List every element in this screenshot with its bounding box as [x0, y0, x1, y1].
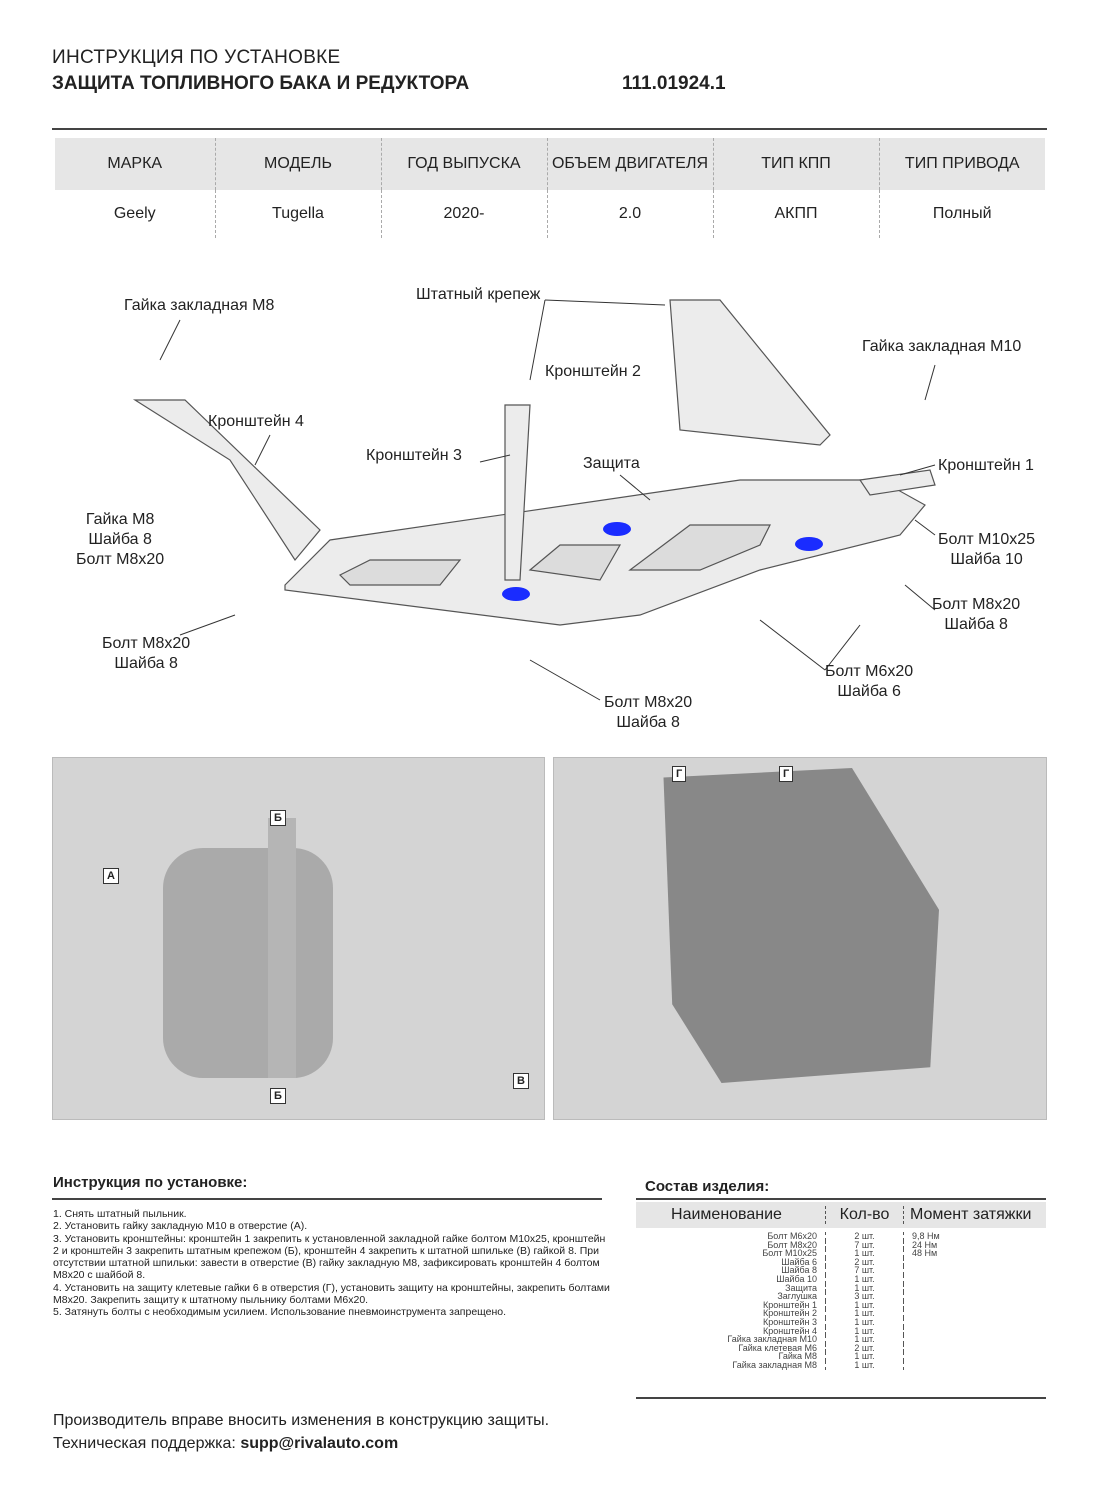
parts-row [636, 1258, 1046, 1267]
col-name: Наименование [636, 1206, 826, 1224]
parts-row [636, 1318, 1046, 1327]
label-bolt-m8-left: Болт М8х20 Шайба 8 [102, 635, 191, 672]
parts-row [636, 1344, 1046, 1353]
parts-row [636, 1301, 1046, 1310]
col-torque: Момент затяжки [910, 1206, 1032, 1223]
label-bolt-m10: Болт М10х25 Шайба 10 [938, 531, 1036, 568]
part-qty: 1 шт. [826, 1275, 904, 1284]
parts-row [636, 1335, 1046, 1344]
parts-table [636, 1202, 1046, 1370]
instructions-list [53, 1208, 613, 1319]
part-name: Гайка закладная М8 [636, 1361, 826, 1370]
parts-row [636, 1275, 1046, 1284]
part-torque [904, 1258, 1046, 1267]
part-name: Шайба 10 [636, 1275, 826, 1284]
parts-row [636, 1232, 1046, 1241]
doc-title: ЗАЩИТА ТОПЛИВНОГО БАКА И РЕДУКТОРА [52, 73, 470, 94]
part-torque [904, 1327, 1046, 1336]
spec-header: МОДЕЛЬ [215, 138, 381, 190]
part-torque [904, 1284, 1046, 1293]
part-qty: 1 шт. [826, 1335, 904, 1344]
parts-row [636, 1327, 1046, 1336]
part-torque [904, 1344, 1046, 1353]
col-qty: Кол-во [826, 1206, 904, 1224]
parts-row [636, 1361, 1046, 1370]
part-qty: 7 шт. [826, 1266, 904, 1275]
spec-cell: 2020- [381, 190, 547, 238]
instruction-step: 2. Установить гайку закладную М10 в отверстие (А). [53, 1220, 308, 1233]
part-qty: 2 шт. [826, 1344, 904, 1353]
mark-a: А [103, 868, 119, 884]
bracket-1 [860, 470, 935, 495]
parts-row [636, 1241, 1046, 1250]
part-qty: 1 шт. [826, 1361, 904, 1370]
spec-cell: АКПП [713, 190, 879, 238]
label-bolt-m6: Болт М6х20 Шайба 6 [825, 663, 914, 700]
mark-b-top: Б [270, 810, 286, 826]
label-nut-m8-insert: Гайка закладная М8 [124, 297, 275, 314]
footer-support [53, 1435, 398, 1453]
part-qty: 1 шт. [826, 1284, 904, 1293]
photo-after-install [553, 757, 1047, 1120]
part-name: Болт М6х20 [636, 1232, 826, 1241]
part-name: Кронштейн 3 [636, 1318, 826, 1327]
spec-cell: Geely [113, 205, 156, 222]
spec-cell: Tugella [215, 190, 381, 238]
support-label: Техническая поддержка: [53, 1435, 241, 1452]
instruction-step: 5. Затянуть болты с необходимым усилием. Использование пневмоинструмента запрещено. [53, 1306, 507, 1319]
part-torque [904, 1275, 1046, 1284]
label-bracket-1: Кронштейн 1 [938, 457, 1034, 474]
part-name: Заглушка [636, 1292, 826, 1301]
part-name: Гайка М8 [636, 1352, 826, 1361]
spec-cell: Полный [879, 190, 1045, 238]
part-torque [904, 1335, 1046, 1344]
part-qty: 1 шт. [826, 1309, 904, 1318]
part-qty: 3 шт. [826, 1292, 904, 1301]
spec-header: ГОД ВЫПУСКА [381, 138, 547, 190]
vehicle-spec-table [55, 138, 1045, 238]
article-code: 111.01924.1 [622, 73, 726, 94]
parts-row [636, 1292, 1046, 1301]
spec-cell: 2.0 [547, 190, 713, 238]
divider [636, 1198, 1046, 1200]
part-torque [904, 1301, 1046, 1310]
part-name: Гайка закладная М10 [636, 1335, 826, 1344]
parts-row [636, 1284, 1046, 1293]
spec-header: МАРКА [55, 138, 215, 190]
part-name: Кронштейн 2 [636, 1309, 826, 1318]
part-qty: 1 шт. [826, 1318, 904, 1327]
mark-g-right: Г [779, 766, 793, 782]
parts-row [636, 1352, 1046, 1361]
part-qty: 2 шт. [826, 1258, 904, 1267]
divider [636, 1397, 1046, 1399]
label-guard: Защита [583, 455, 640, 472]
support-email[interactable]: supp@rivalauto.com [240, 1435, 399, 1452]
spec-header: ТИП КПП [713, 138, 879, 190]
label-bracket-3: Кронштейн 3 [366, 447, 462, 464]
part-name: Защита [636, 1284, 826, 1293]
bracket-2 [670, 300, 830, 445]
part-torque: 24 Нм [912, 1239, 938, 1250]
part-qty: 7 шт. [826, 1241, 904, 1250]
part-torque [904, 1309, 1046, 1318]
part-torque [904, 1361, 1046, 1370]
parts-row [636, 1309, 1046, 1318]
parts-title: Состав изделия: [645, 1178, 770, 1195]
spec-header: ОБЪЕМ ДВИГАТЕЛЯ [547, 138, 713, 190]
spec-header: ТИП ПРИВОДА [879, 138, 1045, 190]
part-torque [904, 1318, 1046, 1327]
part-name: Кронштейн 1 [636, 1301, 826, 1310]
part-torque [904, 1292, 1046, 1301]
instructions-title: Инструкция по установке: [53, 1174, 248, 1191]
label-bolt-m8-right: Болт М8х20 Шайба 8 [932, 596, 1021, 633]
part-name: Кронштейн 4 [636, 1327, 826, 1336]
label-nut-m8: Гайка М8 Шайба 8 Болт М8х20 [76, 511, 165, 568]
photo-before-install [52, 757, 545, 1120]
mark-g-left: Г [672, 766, 686, 782]
part-name: Болт М10х25 [636, 1249, 826, 1258]
part-qty: 1 шт. [826, 1327, 904, 1336]
part-name: Гайка клетевая М6 [636, 1344, 826, 1353]
part-torque [904, 1266, 1046, 1275]
part-name: Шайба 8 [636, 1266, 826, 1275]
mark-b-bottom: Б [270, 1088, 286, 1104]
doc-type: ИНСТРУКЦИЯ ПО УСТАНОВКЕ [52, 47, 341, 68]
label-bracket-2: Кронштейн 2 [545, 363, 641, 380]
label-bolt-m8-bottom: Болт М8х20 Шайба 8 [604, 694, 693, 731]
instruction-step: 3. Установить кронштейны: кронштейн 1 закрепить к установленной закладной гайке болтом М10х25, кронштейн 2 и кронштейн 3 закрепить штатным крепежом (Б), кронштейн 4 закрепить к штатной шпильке (В) гайкой 8. При отсутствии штатной шпильки: завести в отверстие (В) гайку закладную М8, зафиксировать кронштейн 4 болтом М8х20 с шайбой 8. [53, 1232, 606, 1282]
part-name: Шайба 6 [636, 1258, 826, 1267]
mark-v: В [513, 1073, 529, 1089]
divider [52, 1198, 602, 1200]
label-bracket-4: Кронштейн 4 [208, 413, 304, 430]
part-torque [904, 1352, 1046, 1361]
part-qty: 1 шт. [826, 1301, 904, 1310]
part-qty: 1 шт. [826, 1249, 904, 1258]
divider [52, 128, 1047, 130]
instruction-step: 4. Установить на защиту клетевые гайки 6 в отверстия (Г), установить защиту на кронштейны, закрепить болтами М8х20. Закрепить защиту к штатному пыльнику болтами М6х20. [53, 1281, 610, 1307]
part-name: Болт М8х20 [636, 1241, 826, 1250]
footer-note: Производитель вправе вносить изменения в конструкцию защиты. [53, 1412, 550, 1429]
instruction-step: 1. Снять штатный пыльник. [53, 1208, 187, 1220]
parts-row [636, 1266, 1046, 1275]
part-qty: 1 шт. [826, 1352, 904, 1361]
part-qty: 2 шт. [826, 1232, 904, 1241]
label-std-fastener: Штатный крепеж [416, 286, 541, 303]
part-torque: 9,8 Нм [912, 1231, 940, 1241]
part-torque: 48 Нм [912, 1248, 938, 1259]
label-nut-m10-insert: Гайка закладная М10 [862, 338, 1022, 355]
parts-row [636, 1249, 1046, 1258]
